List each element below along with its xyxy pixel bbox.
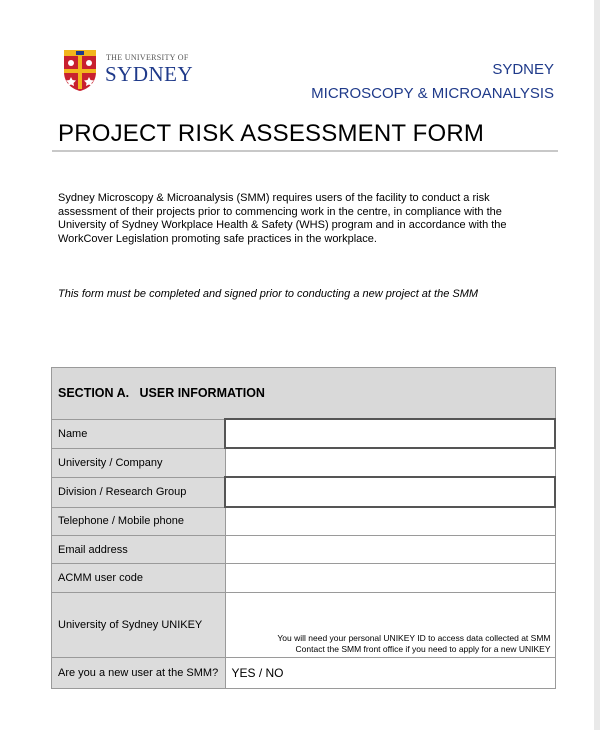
table-row — [52, 593, 556, 658]
table-row — [52, 507, 556, 536]
new-user-field[interactable]: YES / NO — [225, 658, 555, 689]
university-logo — [62, 48, 192, 94]
acmm-label: ACMM user code — [52, 564, 226, 593]
section-a-heading: SECTION A. USER INFORMATION — [52, 368, 556, 420]
university-label: University / Company — [52, 448, 226, 477]
name-field[interactable] — [225, 419, 555, 448]
division-field[interactable] — [225, 477, 555, 507]
unikey-note-line2: Contact the SMM front office if you need to apply for a new UNIKEY — [295, 644, 551, 654]
division-label: Division / Research Group — [52, 477, 226, 507]
logo-text-small: THE UNIVERSITY OF — [106, 53, 189, 62]
university-field[interactable] — [225, 448, 555, 477]
unikey-note-line1: You will need your personal UNIKEY ID to access data collected at SMM — [277, 633, 551, 643]
university-crest-icon — [62, 48, 98, 92]
table-row — [52, 658, 556, 689]
table-row — [52, 477, 556, 507]
email-field[interactable] — [225, 536, 555, 564]
section-a-header-row — [52, 368, 556, 420]
logo-text-sydney: SYDNEY — [105, 62, 194, 86]
telephone-field[interactable] — [225, 507, 555, 536]
form-title: PROJECT RISK ASSESSMENT FORM — [58, 120, 485, 147]
intro-paragraph: Sydney Microscopy & Microanalysis (SMM) requires users of the facility to conduct a risk assessment of their projects prior to commencing work in the centre, in compliance with the University of Sydney Workplace Health & Safety (WHS) program and in accordance with the WorkCover Legislation promoting safe practices in the workplace. — [58, 192, 507, 245]
acmm-field[interactable] — [225, 564, 555, 593]
title-divider — [52, 150, 558, 152]
user-information-table — [51, 367, 556, 689]
org-name-line2: MICROSCOPY & MICROANALYSIS — [311, 85, 554, 102]
org-name-line1: SYDNEY — [492, 61, 554, 78]
table-row — [52, 448, 556, 477]
page-edge — [594, 0, 600, 730]
table-row — [52, 536, 556, 564]
telephone-label: Telephone / Mobile phone — [52, 507, 226, 536]
table-row — [52, 419, 556, 448]
new-user-label: Are you a new user at the SMM? — [52, 658, 226, 689]
email-label: Email address — [52, 536, 226, 564]
completion-notice: This form must be completed and signed prior to conducting a new project at the SMM — [58, 288, 479, 300]
table-row — [52, 564, 556, 593]
org-heading — [311, 58, 554, 106]
unikey-label: University of Sydney UNIKEY — [52, 593, 226, 658]
name-label: Name — [52, 419, 226, 448]
unikey-field[interactable] — [225, 593, 555, 658]
